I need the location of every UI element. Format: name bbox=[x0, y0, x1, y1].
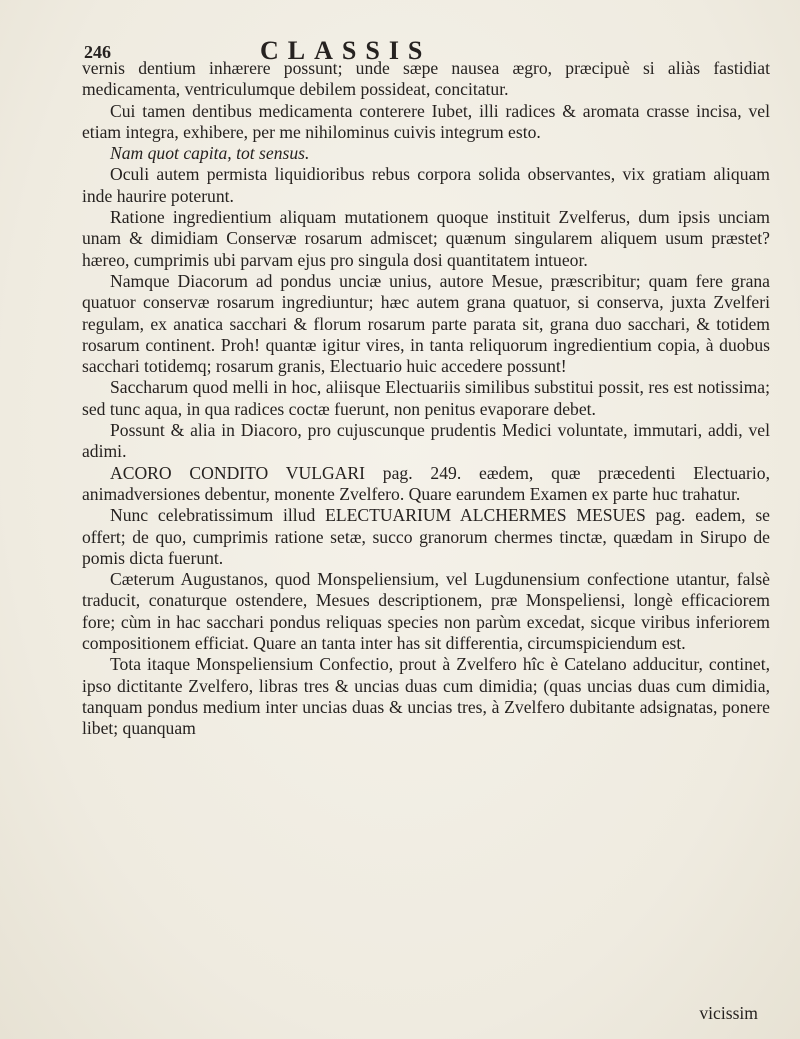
paragraph-12: Tota itaque Monspeliensium Confectio, prout à Zvelfero hîc è Catelano adducitur, continet, ipso dictitante Zvelfero, libras tres & uncias duas cum dimidia; (quas uncias duas cum dimidia, tanquam pondus medium inter uncias duas & uncias tres, à Zvelfero dubitante adsignatas, ponere libet; quanquam bbox=[82, 654, 770, 739]
page-header bbox=[60, 22, 770, 65]
paragraph-2: Cui tamen dentibus medicamenta conterere Iubet, illi radices & aromata crasse incisa, vel etiam integra, exhibere, per me nihilominus cuivis integrum esto. bbox=[82, 100, 770, 142]
paragraph-11: Cæterum Augustanos, quod Monspeliensium, vel Lugdunensium confectione utantur, falsè traducit, conaturque ostendere, Mesues descriptionem, præ Monspeliensi, longè efficaciorem fore; cùm in hac sacchari pondus reliquas species non parùm excedat, sicque viribus inferiorem compositionem efficiat. Quare an tanta inter has sit differentia, circumspiciendum est. bbox=[82, 569, 770, 654]
paragraph-8: Possunt & alia in Diacoro, pro cujuscunque prudentis Medici voluntate, immutari, addi, vel adimi. bbox=[82, 420, 770, 462]
running-head: CLASSIS bbox=[260, 36, 432, 65]
paragraph-1: vernis dentium inhærere possunt; unde sæpe nausea ægro, præcipuè si aliàs fastidiat medicamenta, ventriculumque debilem possideat, concitatur. bbox=[82, 58, 770, 100]
paragraph-6: Namque Diacorum ad pondus unciæ unius, autore Mesue, præscribitur; quam fere grana quatuor conservæ rosarum ingrediuntur; hæc autem grana quatuor, si conserva, juxta Zvelferi regulam, ex anatica sacchari & florum rosarum parte parata sit, grana duo sacchari, & totidem rosarum continent. Proh! quantæ igitur vires, in tanta reliquorum ingredientium copia, à duobus sacchari totidemq; rosarum granis, Electuario huic accedere possunt! bbox=[82, 270, 770, 377]
paragraph-7: Saccharum quod melli in hoc, aliisque Electuariis similibus substitui possit, res est notissima; sed tunc aqua, in qua radices coctæ fuerunt, non penitus evaporare debet. bbox=[82, 377, 770, 419]
catchword: vicissim bbox=[699, 1003, 758, 1023]
paragraph-3: Nam quot capita, tot sensus. bbox=[110, 143, 310, 164]
paragraph-10: Nunc celebratissimum illud ELECTUARIUM ALCHERMES MESUES pag. eadem, se offert; de quo, cumprimis ratione setæ, succo granorum chermes tinctæ, quædam in Sirupo de pomis dicta fuerunt. bbox=[82, 505, 770, 568]
body-text bbox=[82, 58, 770, 740]
page-number: 246 bbox=[84, 42, 111, 62]
paragraph-4: Oculi autem permista liquidioribus rebus corpora solida observantes, vix gratiam aliquam inde haurire poterunt. bbox=[82, 164, 770, 206]
paragraph-5: Ratione ingredientium aliquam mutationem quoque instituit Zvelferus, dum ipsis unciam unam & dimidiam Conservæ rosarum admiscet; quænum singularem aliquem usum præstet? hæreo, cumprimis ubi parvam ejus pro singula dosi quantitatem intueor. bbox=[82, 207, 770, 270]
paragraph-9: ACORO CONDITO VULGARI pag. 249. eædem, quæ præcedenti Electuario, animadversiones debentur, monente Zvelfero. Quare earundem Examen ex parte huc trahatur. bbox=[82, 462, 770, 504]
